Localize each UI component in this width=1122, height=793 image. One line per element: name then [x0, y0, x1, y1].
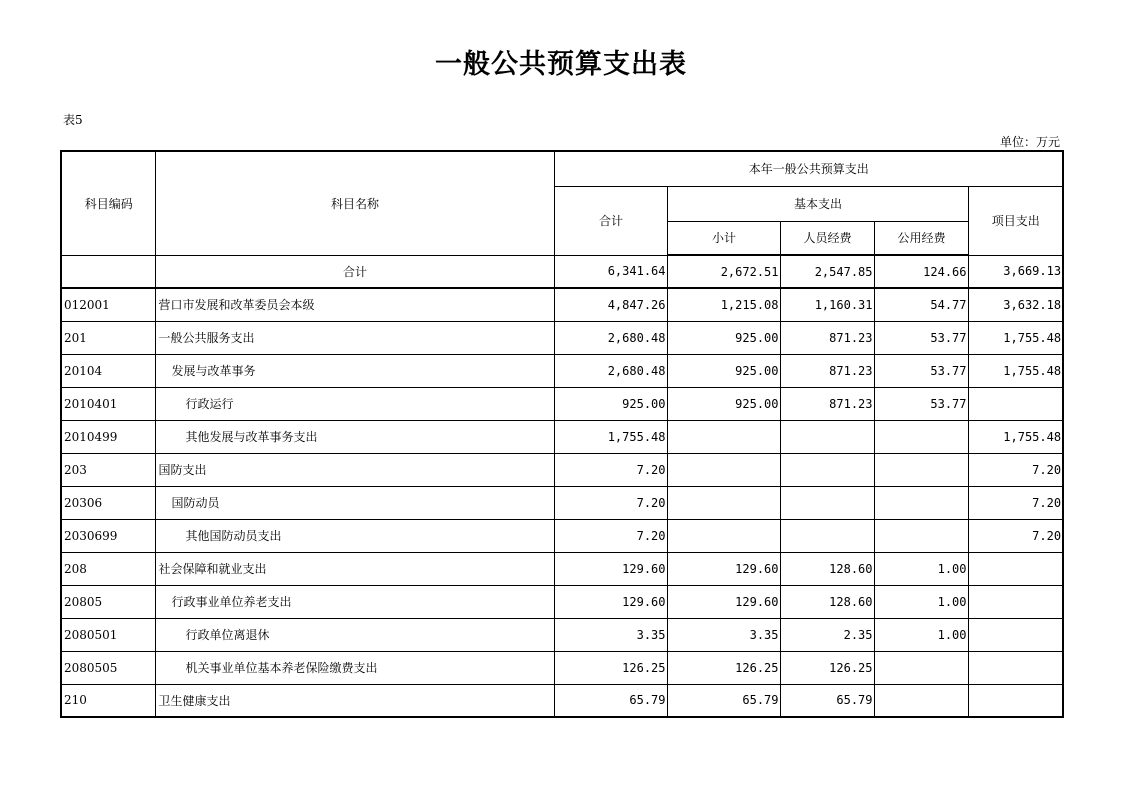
row-total: 2,680.48 — [554, 354, 667, 387]
row-total: 7.20 — [554, 486, 667, 519]
row-personnel — [780, 453, 874, 486]
row-project: 1,755.48 — [968, 354, 1063, 387]
header-subtotal: 小计 — [667, 221, 780, 255]
table-row — [61, 354, 1063, 387]
row-personnel: 871.23 — [780, 321, 874, 354]
row-code: 208 — [61, 552, 155, 585]
row-subtotal: 925.00 — [667, 321, 780, 354]
row-personnel: 871.23 — [780, 354, 874, 387]
row-name: 卫生健康支出 — [155, 684, 554, 717]
row-public: 1.00 — [874, 585, 968, 618]
table-row — [61, 552, 1063, 585]
table-number: 表5 — [63, 113, 83, 127]
row-project: 7.20 — [968, 486, 1063, 519]
table-row — [61, 321, 1063, 354]
row-public: 1.00 — [874, 552, 968, 585]
row-project — [968, 618, 1063, 651]
row-personnel: 2,547.85 — [780, 255, 874, 288]
table-body — [61, 255, 1063, 717]
row-code: 2080505 — [61, 651, 155, 684]
row-total: 129.60 — [554, 552, 667, 585]
row-code: 210 — [61, 684, 155, 717]
row-public — [874, 651, 968, 684]
row-subtotal — [667, 519, 780, 552]
row-subtotal: 925.00 — [667, 354, 780, 387]
row-code: 20104 — [61, 354, 155, 387]
row-personnel: 126.25 — [780, 651, 874, 684]
row-subtotal: 129.60 — [667, 552, 780, 585]
row-personnel — [780, 519, 874, 552]
row-total: 925.00 — [554, 387, 667, 420]
row-subtotal — [667, 453, 780, 486]
row-subtotal: 925.00 — [667, 387, 780, 420]
row-public: 54.77 — [874, 288, 968, 321]
table-row — [61, 618, 1063, 651]
row-personnel: 871.23 — [780, 387, 874, 420]
row-public: 53.77 — [874, 354, 968, 387]
row-code: 2010401 — [61, 387, 155, 420]
row-project — [968, 585, 1063, 618]
row-name: 营口市发展和改革委员会本级 — [155, 288, 554, 321]
header-project: 项目支出 — [968, 186, 1063, 255]
row-name: 社会保障和就业支出 — [155, 552, 554, 585]
row-code: 20306 — [61, 486, 155, 519]
row-subtotal: 2,672.51 — [667, 255, 780, 288]
row-subtotal — [667, 420, 780, 453]
row-code — [61, 255, 155, 288]
row-name: 行政事业单位养老支出 — [155, 585, 554, 618]
row-project: 7.20 — [968, 519, 1063, 552]
table-row — [61, 420, 1063, 453]
row-name: 机关事业单位基本养老保险缴费支出 — [155, 651, 554, 684]
row-project: 3,669.13 — [968, 255, 1063, 288]
row-public — [874, 453, 968, 486]
row-total: 2,680.48 — [554, 321, 667, 354]
row-subtotal: 1,215.08 — [667, 288, 780, 321]
header-code: 科目编码 — [61, 151, 155, 255]
row-personnel: 65.79 — [780, 684, 874, 717]
header-personnel: 人员经费 — [780, 221, 874, 255]
row-subtotal: 65.79 — [667, 684, 780, 717]
table-header — [61, 151, 1063, 255]
row-total: 7.20 — [554, 453, 667, 486]
budget-table — [60, 150, 1064, 718]
row-name: 其他国防动员支出 — [155, 519, 554, 552]
row-personnel: 128.60 — [780, 585, 874, 618]
header-basic: 基本支出 — [667, 186, 968, 221]
row-public: 1.00 — [874, 618, 968, 651]
unit-label: 单位：万元 — [999, 135, 1060, 149]
row-project — [968, 552, 1063, 585]
row-personnel: 1,160.31 — [780, 288, 874, 321]
row-code: 201 — [61, 321, 155, 354]
row-total: 3.35 — [554, 618, 667, 651]
row-project: 1,755.48 — [968, 321, 1063, 354]
row-project — [968, 651, 1063, 684]
row-personnel: 128.60 — [780, 552, 874, 585]
row-subtotal: 129.60 — [667, 585, 780, 618]
table-row — [61, 486, 1063, 519]
row-project: 7.20 — [968, 453, 1063, 486]
row-public — [874, 519, 968, 552]
page-title: 一般公共预算支出表 — [435, 49, 687, 80]
row-code: 20805 — [61, 585, 155, 618]
row-name: 一般公共服务支出 — [155, 321, 554, 354]
row-project — [968, 684, 1063, 717]
row-code: 2030699 — [61, 519, 155, 552]
row-name: 行政单位离退休 — [155, 618, 554, 651]
row-total: 65.79 — [554, 684, 667, 717]
row-project — [968, 387, 1063, 420]
table-row — [61, 387, 1063, 420]
row-total: 1,755.48 — [554, 420, 667, 453]
row-personnel — [780, 420, 874, 453]
row-total: 7.20 — [554, 519, 667, 552]
row-personnel: 2.35 — [780, 618, 874, 651]
table-row — [61, 585, 1063, 618]
row-public — [874, 486, 968, 519]
row-project: 1,755.48 — [968, 420, 1063, 453]
header-public: 公用经费 — [874, 221, 968, 255]
row-public: 53.77 — [874, 387, 968, 420]
row-name: 国防动员 — [155, 486, 554, 519]
row-code: 203 — [61, 453, 155, 486]
row-code: 2010499 — [61, 420, 155, 453]
row-public: 124.66 — [874, 255, 968, 288]
row-total: 126.25 — [554, 651, 667, 684]
header-group: 本年一般公共预算支出 — [554, 151, 1063, 186]
total-row — [61, 255, 1063, 288]
row-total: 129.60 — [554, 585, 667, 618]
header-name: 科目名称 — [155, 151, 554, 255]
row-project: 3,632.18 — [968, 288, 1063, 321]
row-subtotal — [667, 486, 780, 519]
row-name: 国防支出 — [155, 453, 554, 486]
row-code: 2080501 — [61, 618, 155, 651]
row-public — [874, 684, 968, 717]
row-subtotal: 126.25 — [667, 651, 780, 684]
row-code: 012001 — [61, 288, 155, 321]
row-subtotal: 3.35 — [667, 618, 780, 651]
table-row — [61, 288, 1063, 321]
row-name: 其他发展与改革事务支出 — [155, 420, 554, 453]
row-total: 4,847.26 — [554, 288, 667, 321]
row-public — [874, 420, 968, 453]
table-row — [61, 519, 1063, 552]
row-personnel — [780, 486, 874, 519]
row-public: 53.77 — [874, 321, 968, 354]
table-row — [61, 684, 1063, 717]
row-name: 行政运行 — [155, 387, 554, 420]
row-name: 发展与改革事务 — [155, 354, 554, 387]
table-row — [61, 651, 1063, 684]
row-total: 6,341.64 — [554, 255, 667, 288]
table-row — [61, 453, 1063, 486]
header-total: 合计 — [554, 186, 667, 255]
row-name: 合计 — [155, 255, 554, 288]
